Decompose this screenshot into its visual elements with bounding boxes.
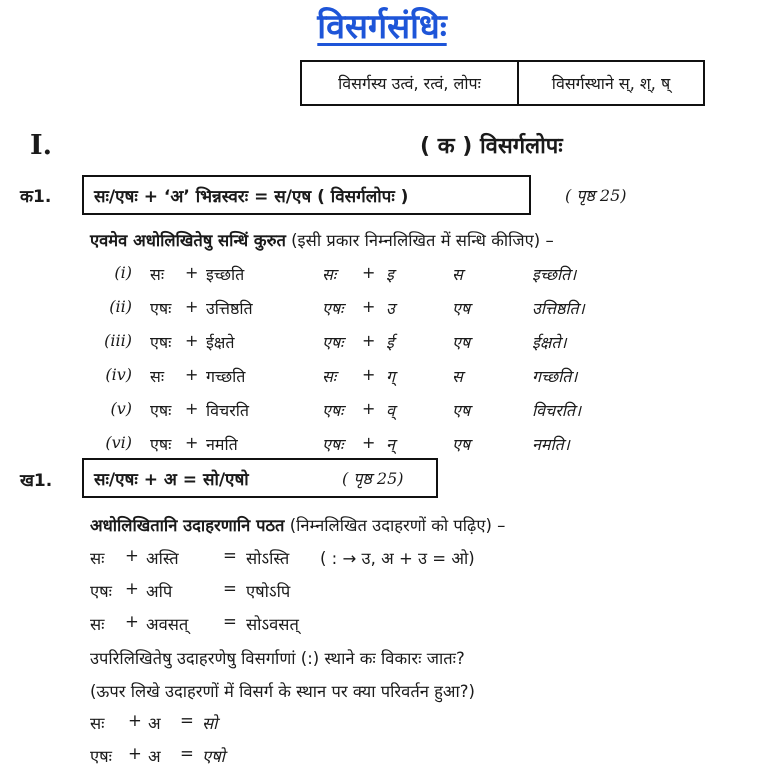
- row-f: ईक्षते।: [532, 333, 567, 352]
- example-r: एषोऽपि: [246, 582, 291, 601]
- answer-p: +: [128, 711, 142, 730]
- row-c: सः: [322, 367, 337, 386]
- example-eq: =: [223, 579, 237, 598]
- row-p2: +: [362, 399, 376, 418]
- example-r: सोऽस्ति: [246, 549, 290, 568]
- row-a: एषः: [150, 401, 172, 420]
- answer-p: +: [128, 744, 142, 763]
- answer-r: एषो: [202, 747, 225, 766]
- example-row: [0, 546, 764, 570]
- row-p2: +: [362, 365, 376, 384]
- kha1-rule-box: [82, 458, 438, 498]
- row-d: न्: [386, 435, 395, 454]
- row-p2: +: [362, 297, 376, 316]
- example-p: +: [125, 579, 139, 598]
- row-a: सः: [150, 265, 165, 284]
- answer-b: अ: [148, 714, 161, 733]
- row-p: +: [185, 331, 199, 350]
- row-p2: +: [362, 433, 376, 452]
- row-num: (v): [110, 399, 132, 418]
- row-p: +: [185, 365, 199, 384]
- example-row: [0, 579, 764, 603]
- sandhi-row: [0, 331, 764, 355]
- example-a: सः: [90, 549, 105, 568]
- example-eq: =: [223, 546, 237, 565]
- sandhi-row: [0, 433, 764, 457]
- row-c: सः: [322, 265, 337, 284]
- row-num: (iii): [104, 331, 132, 350]
- summary-left: विसर्गस्य उत्वं, रत्वं, लोपः: [302, 62, 519, 104]
- row-num: (ii): [109, 297, 132, 316]
- row-b: नमति: [206, 435, 238, 454]
- example-b: अवसत्: [146, 615, 189, 634]
- sandhi-row: [0, 263, 764, 287]
- row-e: स: [452, 265, 463, 284]
- row-e: एष: [452, 401, 471, 420]
- row-c: एषः: [322, 333, 344, 352]
- kha1-rule: सः/एषः + अ = सो/एषो: [94, 469, 249, 490]
- summary-right: विसर्गस्थाने स्, श्, ष्: [551, 74, 671, 93]
- row-f: इच्छति।: [532, 265, 577, 284]
- ka1-instruction: [90, 228, 554, 251]
- row-e: एष: [452, 435, 471, 454]
- section-heading: ( क ) विसर्गलोपः: [420, 134, 563, 159]
- kha1-question: उपरिलिखितेषु उदाहरणेषु विसर्गाणां (:) स्थाने कः विकारः जातः?: [90, 649, 465, 668]
- row-d: उ: [386, 299, 395, 318]
- answer-row: [0, 711, 764, 735]
- row-b: इच्छति: [206, 265, 245, 284]
- row-f: उत्तिष्ठति।: [532, 299, 585, 318]
- kha1-label: ख1.: [20, 471, 53, 491]
- row-e: एष: [452, 333, 471, 352]
- kha1-instruction-rest: (निम्नलिखित उदाहरणों को पढ़िए) –: [284, 516, 506, 535]
- ka1-rule: सः/एषः + ‘अ’ भिन्नस्वरः = स/एष ( विसर्गलोपः ): [94, 186, 409, 207]
- row-num: (vi): [105, 433, 132, 452]
- row-f: विचरति।: [532, 401, 582, 420]
- summary-box: [300, 60, 705, 106]
- row-p: +: [185, 433, 199, 452]
- row-p: +: [185, 263, 199, 282]
- row-num: (i): [114, 263, 132, 282]
- sandhi-row: [0, 297, 764, 321]
- answer-eq: =: [180, 744, 194, 763]
- ka1-page-ref: ( पृष्ठ 25): [565, 186, 627, 205]
- answer-row: [0, 744, 764, 768]
- example-row: [0, 612, 764, 636]
- example-p: +: [125, 612, 139, 631]
- kha1-question-translation: (ऊपर लिखे उदाहरणों में विसर्ग के स्थान पर क्या परिवर्तन हुआ?): [90, 682, 475, 701]
- example-b: अपि: [146, 582, 173, 601]
- row-d: ई: [386, 333, 394, 352]
- row-p2: +: [362, 263, 376, 282]
- example-b: अस्ति: [146, 549, 179, 568]
- ka1-rule-box: [82, 175, 531, 215]
- kha1-page-ref: ( पृष्ठ 25): [342, 469, 404, 488]
- row-num: (iv): [105, 365, 132, 384]
- row-a: सः: [150, 367, 165, 386]
- example-r: सोऽवसत्: [246, 615, 299, 634]
- row-c: एषः: [322, 401, 344, 420]
- row-d: व्: [386, 401, 395, 420]
- row-b: उत्तिष्ठति: [206, 299, 253, 318]
- row-c: एषः: [322, 435, 344, 454]
- answer-a: एषः: [90, 747, 112, 766]
- ka1-instruction-bold: एवमेव अधोलिखितेषु सन्धिं कुरुत: [90, 231, 286, 250]
- row-b: गच्छति: [206, 367, 246, 386]
- row-a: एषः: [150, 435, 172, 454]
- example-eq: =: [223, 612, 237, 631]
- row-b: ईक्षते: [206, 333, 235, 352]
- answer-eq: =: [180, 711, 194, 730]
- sandhi-row: [0, 365, 764, 389]
- row-p: +: [185, 297, 199, 316]
- row-d: ग्: [386, 367, 396, 386]
- row-a: एषः: [150, 333, 172, 352]
- row-p2: +: [362, 331, 376, 350]
- kha1-instruction: [90, 513, 505, 536]
- answer-r: सो: [202, 714, 218, 733]
- example-p: +: [125, 546, 139, 565]
- section-number: I.: [30, 130, 53, 161]
- row-a: एषः: [150, 299, 172, 318]
- answer-b: अ: [148, 747, 161, 766]
- row-p: +: [185, 399, 199, 418]
- ka1-label: क1.: [20, 187, 52, 207]
- page-title: विसर्गसंधिः: [317, 7, 447, 47]
- example-a: सः: [90, 615, 105, 634]
- row-d: इ: [386, 265, 394, 284]
- row-e: स: [452, 367, 463, 386]
- row-f: नमति।: [532, 435, 570, 454]
- kha1-instruction-bold: अधोलिखितानि उदाहरणानि पठत: [90, 516, 285, 535]
- example-note: ( : → उ, अ + उ = ओ): [320, 549, 475, 568]
- ka1-instruction-rest: (इसी प्रकार निम्नलिखित में सन्धि कीजिए) –: [285, 231, 554, 250]
- row-f: गच्छति।: [532, 367, 578, 386]
- example-a: एषः: [90, 582, 112, 601]
- answer-a: सः: [90, 714, 105, 733]
- sandhi-row: [0, 399, 764, 423]
- row-e: एष: [452, 299, 471, 318]
- row-c: एषः: [322, 299, 344, 318]
- row-b: विचरति: [206, 401, 250, 420]
